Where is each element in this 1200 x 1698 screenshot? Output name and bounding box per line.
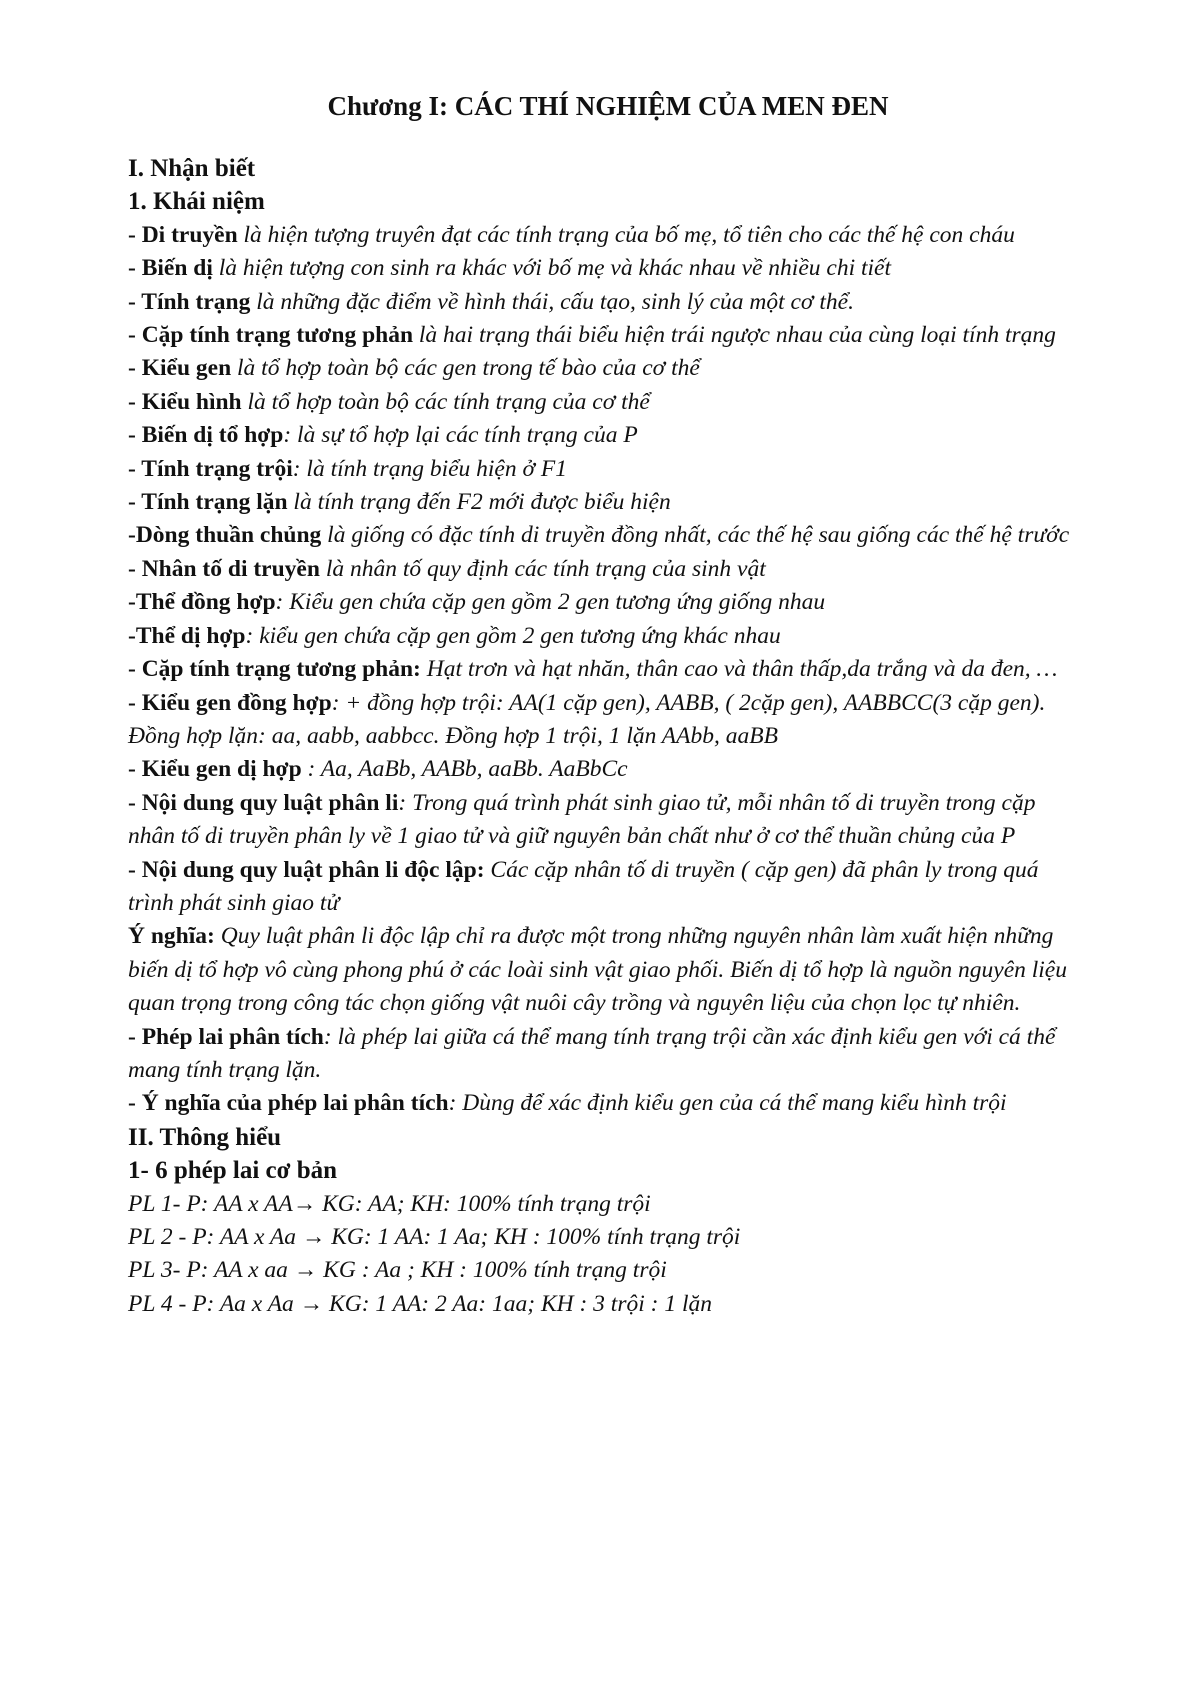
definition-item	[128, 419, 1088, 452]
section-heading-comprehension: II. Thông hiểu	[128, 1123, 282, 1151]
definition-term: - Tính trạng lặn	[128, 489, 288, 516]
definition-item	[128, 1021, 1088, 1088]
definition-text: : Trong quá trình phát sinh giao tử, mỗi nhân tố di truyền trong cặp nhân tố di truyền phân ly về 1 giao tử và giữ nguyên bản chất như ở cơ thể thuần chủng của P	[128, 789, 1036, 850]
definition-term: - Nội dung quy luật phân li độc lập:	[128, 856, 485, 883]
definition-item	[128, 286, 1088, 319]
definition-term: -Thể đồng hợp	[128, 589, 276, 616]
definition-term: - Tính trạng trội	[128, 455, 293, 482]
definition-text: là hai trạng thái biểu hiện trái ngược nhau của cùng loại tính trạng	[413, 322, 1056, 349]
definition-text: là hiện tượng con sinh ra khác với bố mẹ và khác nhau về nhiều chi tiết	[212, 255, 891, 282]
definition-item	[128, 252, 1088, 285]
definition-text: là tổ hợp toàn bộ các gen trong tế bào của cơ thể	[231, 355, 700, 382]
cross-item	[128, 1288, 1088, 1321]
definition-term: - Phép lai phân tích	[128, 1023, 324, 1050]
section-heading-recognition: I. Nhận biết	[128, 155, 256, 182]
cross-list	[128, 1188, 1088, 1322]
definition-term: - Kiểu gen đồng hợp	[128, 689, 332, 716]
definition-term: - Biến dị	[128, 255, 213, 282]
cross-text: PL 2 - P: AA x Aa → KG: 1 AA: 1 Aa; KH : 100% tính trạng trội	[128, 1224, 741, 1250]
definition-text: : + đồng hợp trội: AA(1 cặp gen), AABB, ( 2cặp gen), AABBCC(3 cặp gen). Đồng hợp lặn: aa, aabb, aabbcc. Đồng hợp 1 trội, 1 lặn AAbb, aaBB	[128, 689, 1046, 749]
definition-item	[128, 753, 1088, 786]
definition-term: - Ý nghĩa của phép lai phân tích	[128, 1090, 449, 1117]
definition-item	[128, 1087, 1088, 1120]
definition-item	[128, 586, 1088, 619]
definition-text: là những đặc điểm về hình thái, cấu tạo, sinh lý của một cơ thể.	[250, 288, 854, 315]
definition-item	[128, 653, 1088, 686]
subsection-heading-concepts: 1. Khái niệm	[128, 188, 265, 216]
definition-item	[128, 219, 1088, 252]
definition-term: Ý nghĩa:	[128, 923, 215, 950]
definition-term: - Cặp tính trạng tương phản	[128, 322, 414, 349]
definition-text: Hạt trơn và hạt nhăn, thân cao và thân thấp,da trắng và da đen, …	[420, 656, 1058, 683]
definition-item	[128, 486, 1088, 519]
cross-item	[128, 1188, 1088, 1221]
definition-item	[128, 553, 1088, 586]
definition-text: là tính trạng đến F2 mới được biểu hiện	[287, 489, 671, 516]
cross-text: PL 3- P: AA x aa → KG : Aa ; KH : 100% tính trạng trội	[128, 1257, 667, 1284]
definition-term: - Cặp tính trạng tương phản:	[128, 656, 421, 683]
definition-text: : kiểu gen chứa cặp gen gồm 2 gen tương ứng khác nhau	[245, 622, 781, 649]
definition-text: là hiện tượng truyên đạt các tính trạng của bố mẹ, tổ tiên cho các thế hệ con cháu	[237, 221, 1015, 248]
definition-text: : là tính trạng biểu hiện ở F1	[292, 455, 568, 482]
definition-item	[128, 319, 1088, 352]
definition-item	[128, 352, 1088, 385]
subsection-heading-basic-crosses: 1- 6 phép lai cơ bản	[128, 1157, 338, 1185]
definition-term: -Thể dị hợp	[128, 622, 246, 649]
definition-term: - Kiểu hình	[128, 388, 242, 415]
definition-item	[128, 386, 1088, 419]
cross-text: PL 4 - P: Aa x Aa → KG: 1 AA: 2 Aa: 1aa; KH : 3 trội : 1 lặn	[128, 1290, 712, 1317]
definition-text: : Dùng để xác định kiểu gen của cá thể mang kiểu hình trội	[448, 1090, 1007, 1117]
chapter-title: Chương I: CÁC THÍ NGHIỆM CỦA MEN ĐEN	[327, 91, 889, 121]
definition-text: là giống có đặc tính di truyền đồng nhất, các thế hệ sau giống các thế hệ trước	[321, 522, 1070, 549]
definition-text: là tổ hợp toàn bộ các tính trạng của cơ thể	[241, 388, 650, 415]
definition-term: - Kiểu gen dị hợp	[128, 756, 302, 783]
definition-item	[128, 687, 1088, 754]
definition-text: Các cặp nhân tố di truyền ( cặp gen) đã phân ly trong quá trình phát sinh giao tử	[128, 856, 1039, 916]
definition-term: -Dòng thuần chủng	[128, 522, 322, 549]
definition-item	[128, 519, 1088, 552]
definition-item	[128, 453, 1088, 486]
definition-term: - Biến dị tổ hợp	[128, 422, 284, 449]
definition-item	[128, 620, 1088, 653]
definition-text: : là phép lai giữa cá thể mang tính trạng trội cần xác định kiểu gen với cá thể mang tính trạng lặn.	[128, 1023, 1056, 1083]
definition-text: : là sự tổ hợp lại các tính trạng của P	[283, 422, 638, 449]
cross-item	[128, 1254, 1088, 1287]
definition-item	[128, 787, 1088, 854]
definition-term: - Tính trạng	[128, 288, 251, 315]
cross-item	[128, 1221, 1088, 1254]
definition-list	[128, 219, 1088, 1121]
document-page	[128, 88, 1088, 1321]
definition-text: : Kiểu gen chứa cặp gen gồm 2 gen tương ứng giống nhau	[275, 589, 826, 616]
definition-term: - Nội dung quy luật phân li	[128, 789, 399, 816]
definition-text: là nhân tố quy định các tính trạng của sinh vật	[319, 555, 766, 582]
definition-term: - Nhân tố di truyền	[128, 555, 320, 582]
definition-text: : Aa, AaBb, AABb, aaBb. AaBbCc	[301, 756, 628, 783]
definition-text: Quy luật phân li độc lập chỉ ra được một trong những nguyên nhân làm xuất hiện những biến dị tổ hợp vô cùng phong phú ở các loài sinh vật giao phối. Biến dị tổ hợp là nguồn nguyên liệu quan trọng trong công tác chọn giống vật nuôi cây trồng và nguyên liệu của chọn lọc tự nhiên.	[128, 923, 1067, 1017]
definition-term: - Di truyền	[128, 221, 238, 248]
definition-term: - Kiểu gen	[128, 355, 232, 382]
cross-text: PL 1- P: AA x AA→ KG: AA; KH: 100% tính trạng trội	[128, 1190, 651, 1217]
definition-item	[128, 854, 1088, 921]
definition-item	[128, 920, 1088, 1020]
